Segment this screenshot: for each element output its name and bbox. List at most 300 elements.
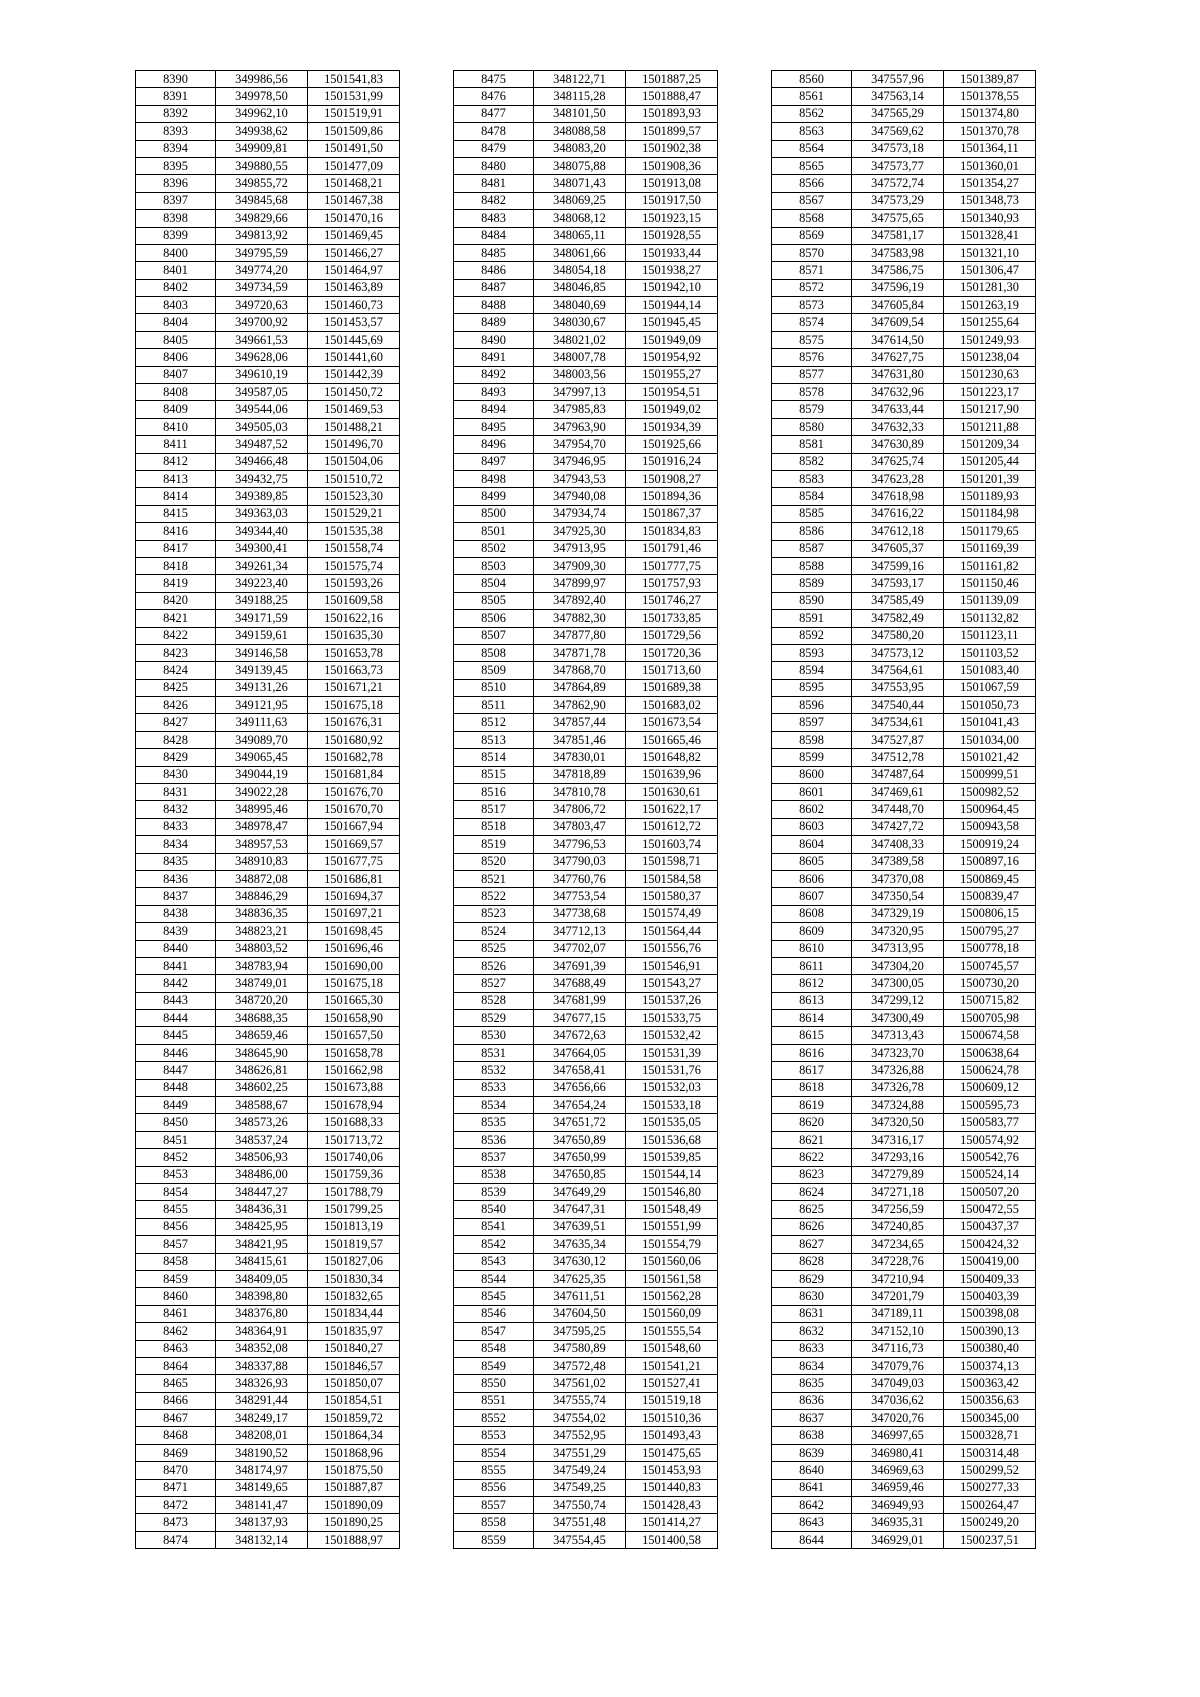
point-number-cell: 8440	[136, 940, 216, 957]
point-number-cell: 8571	[772, 262, 852, 279]
y-coordinate-cell: 1501467,38	[308, 192, 400, 209]
table-row	[136, 436, 400, 453]
x-coordinate-cell: 347650,89	[534, 1131, 626, 1148]
y-coordinate-cell: 1501867,37	[626, 505, 718, 522]
y-coordinate-cell: 1500964,45	[944, 801, 1036, 818]
x-coordinate-cell: 346997,65	[852, 1427, 944, 1444]
point-number-cell: 8498	[454, 470, 534, 487]
x-coordinate-cell: 348061,66	[534, 244, 626, 261]
point-number-cell: 8599	[772, 749, 852, 766]
y-coordinate-cell: 1501665,30	[308, 992, 400, 1009]
y-coordinate-cell: 1501846,57	[308, 1357, 400, 1374]
point-number-cell: 8458	[136, 1253, 216, 1270]
point-number-cell: 8590	[772, 592, 852, 609]
x-coordinate-cell: 347573,29	[852, 192, 944, 209]
table-row	[454, 1410, 718, 1427]
point-number-cell: 8633	[772, 1340, 852, 1357]
x-coordinate-cell: 347580,20	[852, 627, 944, 644]
table-row	[136, 766, 400, 783]
point-number-cell: 8591	[772, 610, 852, 627]
table-row	[454, 314, 718, 331]
point-number-cell: 8416	[136, 523, 216, 540]
x-coordinate-cell: 348415,61	[216, 1253, 308, 1270]
table-row	[454, 244, 718, 261]
table-row	[136, 557, 400, 574]
x-coordinate-cell: 347586,75	[852, 262, 944, 279]
point-number-cell: 8439	[136, 923, 216, 940]
table-row	[136, 540, 400, 557]
point-number-cell: 8515	[454, 766, 534, 783]
y-coordinate-cell: 1500730,20	[944, 975, 1036, 992]
point-number-cell: 8474	[136, 1531, 216, 1548]
y-coordinate-cell: 1501868,96	[308, 1444, 400, 1461]
table-row	[454, 1375, 718, 1392]
y-coordinate-cell: 1501564,44	[626, 923, 718, 940]
x-coordinate-cell: 347049,03	[852, 1375, 944, 1392]
x-coordinate-cell: 347561,02	[534, 1375, 626, 1392]
point-number-cell: 8631	[772, 1305, 852, 1322]
table-row	[454, 1270, 718, 1287]
y-coordinate-cell: 1501934,39	[626, 418, 718, 435]
point-number-cell: 8528	[454, 992, 534, 1009]
table-row	[454, 731, 718, 748]
table-row	[136, 123, 400, 140]
x-coordinate-cell: 347871,78	[534, 644, 626, 661]
point-number-cell: 8628	[772, 1253, 852, 1270]
y-coordinate-cell: 1501132,82	[944, 610, 1036, 627]
y-coordinate-cell: 1500624,78	[944, 1062, 1036, 1079]
point-number-cell: 8639	[772, 1444, 852, 1461]
point-number-cell: 8471	[136, 1479, 216, 1496]
point-number-cell: 8400	[136, 244, 216, 261]
table-row	[772, 697, 1036, 714]
x-coordinate-cell: 347806,72	[534, 801, 626, 818]
point-number-cell: 8398	[136, 210, 216, 227]
point-number-cell: 8535	[454, 1114, 534, 1131]
table-row	[454, 1097, 718, 1114]
point-number-cell: 8561	[772, 88, 852, 105]
x-coordinate-cell: 349661,53	[216, 331, 308, 348]
y-coordinate-cell: 1501255,64	[944, 314, 1036, 331]
y-coordinate-cell: 1501562,28	[626, 1288, 718, 1305]
table-row	[136, 870, 400, 887]
coordinate-table-1	[135, 70, 400, 1549]
table-row	[772, 314, 1036, 331]
table-row	[772, 192, 1036, 209]
table-row	[454, 1062, 718, 1079]
point-number-cell: 8556	[454, 1479, 534, 1496]
point-number-cell: 8411	[136, 436, 216, 453]
y-coordinate-cell: 1500897,16	[944, 853, 1036, 870]
y-coordinate-cell: 1501686,81	[308, 870, 400, 887]
x-coordinate-cell: 348249,17	[216, 1410, 308, 1427]
x-coordinate-cell: 348957,53	[216, 836, 308, 853]
table-row	[454, 1497, 718, 1514]
y-coordinate-cell: 1501150,46	[944, 575, 1036, 592]
x-coordinate-cell: 347803,47	[534, 818, 626, 835]
y-coordinate-cell: 1501445,69	[308, 331, 400, 348]
y-coordinate-cell: 1501667,94	[308, 818, 400, 835]
point-number-cell: 8493	[454, 384, 534, 401]
table-row	[136, 644, 400, 661]
x-coordinate-cell: 347240,85	[852, 1218, 944, 1235]
point-number-cell: 8636	[772, 1392, 852, 1409]
point-number-cell: 8426	[136, 697, 216, 714]
table-row	[136, 662, 400, 679]
x-coordinate-cell: 348506,93	[216, 1149, 308, 1166]
y-coordinate-cell: 1501593,26	[308, 575, 400, 592]
x-coordinate-cell: 347864,89	[534, 679, 626, 696]
x-coordinate-cell: 347616,22	[852, 505, 944, 522]
x-coordinate-cell: 347625,35	[534, 1270, 626, 1287]
table-row	[772, 470, 1036, 487]
y-coordinate-cell: 1500390,13	[944, 1323, 1036, 1340]
x-coordinate-cell: 349159,61	[216, 627, 308, 644]
table-row	[772, 714, 1036, 731]
table-row	[454, 1027, 718, 1044]
table-row	[454, 592, 718, 609]
y-coordinate-cell: 1500437,37	[944, 1218, 1036, 1235]
x-coordinate-cell: 347605,37	[852, 540, 944, 557]
table-row	[454, 1462, 718, 1479]
x-coordinate-cell: 348046,85	[534, 279, 626, 296]
y-coordinate-cell: 1500715,82	[944, 992, 1036, 1009]
table-row	[454, 714, 718, 731]
x-coordinate-cell: 349223,40	[216, 575, 308, 592]
y-coordinate-cell: 1501677,75	[308, 853, 400, 870]
x-coordinate-cell: 349544,06	[216, 401, 308, 418]
table-row	[454, 1184, 718, 1201]
y-coordinate-cell: 1501678,94	[308, 1097, 400, 1114]
x-coordinate-cell: 347899,97	[534, 575, 626, 592]
table-row	[772, 1166, 1036, 1183]
point-number-cell: 8534	[454, 1097, 534, 1114]
x-coordinate-cell: 347818,89	[534, 766, 626, 783]
x-coordinate-cell: 347605,84	[852, 297, 944, 314]
y-coordinate-cell: 1501945,45	[626, 314, 718, 331]
x-coordinate-cell: 347688,49	[534, 975, 626, 992]
table-row	[772, 557, 1036, 574]
point-number-cell: 8408	[136, 384, 216, 401]
table-row	[772, 1236, 1036, 1253]
point-number-cell: 8391	[136, 88, 216, 105]
x-coordinate-cell: 347585,49	[852, 592, 944, 609]
x-coordinate-cell: 349986,56	[216, 71, 308, 88]
point-number-cell: 8490	[454, 331, 534, 348]
y-coordinate-cell: 1501688,33	[308, 1114, 400, 1131]
point-number-cell: 8413	[136, 470, 216, 487]
y-coordinate-cell: 1501835,97	[308, 1323, 400, 1340]
y-coordinate-cell: 1501698,45	[308, 923, 400, 940]
y-coordinate-cell: 1501470,16	[308, 210, 400, 227]
point-number-cell: 8580	[772, 418, 852, 435]
y-coordinate-cell: 1501475,65	[626, 1444, 718, 1461]
y-coordinate-cell: 1501249,93	[944, 331, 1036, 348]
table-row	[136, 1357, 400, 1374]
table-row	[136, 1079, 400, 1096]
y-coordinate-cell: 1501671,21	[308, 679, 400, 696]
point-number-cell: 8401	[136, 262, 216, 279]
y-coordinate-cell: 1501532,42	[626, 1027, 718, 1044]
y-coordinate-cell: 1501827,06	[308, 1253, 400, 1270]
table-row	[772, 1201, 1036, 1218]
table-row	[136, 1114, 400, 1131]
point-number-cell: 8504	[454, 575, 534, 592]
point-number-cell: 8576	[772, 349, 852, 366]
x-coordinate-cell: 349720,63	[216, 297, 308, 314]
y-coordinate-cell: 1501161,82	[944, 557, 1036, 574]
x-coordinate-cell: 347512,78	[852, 749, 944, 766]
x-coordinate-cell: 349628,06	[216, 349, 308, 366]
table-row	[772, 836, 1036, 853]
x-coordinate-cell: 347279,89	[852, 1166, 944, 1183]
y-coordinate-cell: 1501442,39	[308, 366, 400, 383]
y-coordinate-cell: 1501469,45	[308, 227, 400, 244]
x-coordinate-cell: 348068,12	[534, 210, 626, 227]
table-row	[136, 1305, 400, 1322]
x-coordinate-cell: 348872,08	[216, 870, 308, 887]
table-row	[454, 627, 718, 644]
table-row	[772, 1097, 1036, 1114]
point-number-cell: 8613	[772, 992, 852, 1009]
point-number-cell: 8600	[772, 766, 852, 783]
y-coordinate-cell: 1501491,50	[308, 140, 400, 157]
point-number-cell: 8541	[454, 1218, 534, 1235]
y-coordinate-cell: 1501328,41	[944, 227, 1036, 244]
y-coordinate-cell: 1501949,02	[626, 401, 718, 418]
table-row	[772, 992, 1036, 1009]
x-coordinate-cell: 347664,05	[534, 1044, 626, 1061]
point-number-cell: 8603	[772, 818, 852, 835]
x-coordinate-cell: 347448,70	[852, 801, 944, 818]
x-coordinate-cell: 348749,01	[216, 975, 308, 992]
y-coordinate-cell: 1501757,93	[626, 575, 718, 592]
point-number-cell: 8501	[454, 523, 534, 540]
point-number-cell: 8482	[454, 192, 534, 209]
y-coordinate-cell: 1501675,18	[308, 975, 400, 992]
point-number-cell: 8519	[454, 836, 534, 853]
x-coordinate-cell: 347656,66	[534, 1079, 626, 1096]
x-coordinate-cell: 347427,72	[852, 818, 944, 835]
table-row	[454, 418, 718, 435]
table-row	[136, 1375, 400, 1392]
y-coordinate-cell: 1501560,09	[626, 1305, 718, 1322]
point-number-cell: 8441	[136, 957, 216, 974]
y-coordinate-cell: 1501531,99	[308, 88, 400, 105]
point-number-cell: 8607	[772, 888, 852, 905]
x-coordinate-cell: 347604,50	[534, 1305, 626, 1322]
point-number-cell: 8594	[772, 662, 852, 679]
point-number-cell: 8427	[136, 714, 216, 731]
x-coordinate-cell: 347079,76	[852, 1357, 944, 1374]
table-row	[454, 157, 718, 174]
table-row	[136, 836, 400, 853]
point-number-cell: 8522	[454, 888, 534, 905]
y-coordinate-cell: 1501729,56	[626, 627, 718, 644]
y-coordinate-cell: 1501561,58	[626, 1270, 718, 1287]
x-coordinate-cell: 348421,95	[216, 1236, 308, 1253]
point-number-cell: 8433	[136, 818, 216, 835]
y-coordinate-cell: 1501657,50	[308, 1027, 400, 1044]
x-coordinate-cell: 348447,27	[216, 1184, 308, 1201]
table-row	[136, 140, 400, 157]
y-coordinate-cell: 1501908,36	[626, 157, 718, 174]
table-row	[772, 227, 1036, 244]
y-coordinate-cell: 1501925,66	[626, 436, 718, 453]
point-number-cell: 8417	[136, 540, 216, 557]
y-coordinate-cell: 1501555,54	[626, 1323, 718, 1340]
point-number-cell: 8492	[454, 366, 534, 383]
x-coordinate-cell: 349962,10	[216, 105, 308, 122]
x-coordinate-cell: 349363,03	[216, 505, 308, 522]
y-coordinate-cell: 1501021,42	[944, 749, 1036, 766]
point-number-cell: 8394	[136, 140, 216, 157]
table-row	[136, 1097, 400, 1114]
table-row	[454, 1305, 718, 1322]
y-coordinate-cell: 1501635,30	[308, 627, 400, 644]
coordinate-table-3	[771, 70, 1036, 1549]
y-coordinate-cell: 1501694,37	[308, 888, 400, 905]
x-coordinate-cell: 347681,99	[534, 992, 626, 1009]
y-coordinate-cell: 1501548,49	[626, 1201, 718, 1218]
x-coordinate-cell: 347612,18	[852, 523, 944, 540]
y-coordinate-cell: 1501942,10	[626, 279, 718, 296]
x-coordinate-cell: 349845,68	[216, 192, 308, 209]
y-coordinate-cell: 1501799,25	[308, 1201, 400, 1218]
point-number-cell: 8527	[454, 975, 534, 992]
x-coordinate-cell: 347614,50	[852, 331, 944, 348]
y-coordinate-cell: 1501041,43	[944, 714, 1036, 731]
point-number-cell: 8630	[772, 1288, 852, 1305]
y-coordinate-cell: 1501658,90	[308, 1010, 400, 1027]
table-row	[136, 1479, 400, 1496]
y-coordinate-cell: 1500419,00	[944, 1253, 1036, 1270]
y-coordinate-cell: 1501630,61	[626, 784, 718, 801]
table-row	[136, 1201, 400, 1218]
y-coordinate-cell: 1501414,27	[626, 1514, 718, 1531]
table-row	[772, 1340, 1036, 1357]
y-coordinate-cell: 1501682,78	[308, 749, 400, 766]
table-row	[772, 610, 1036, 627]
y-coordinate-cell: 1501669,57	[308, 836, 400, 853]
point-number-cell: 8415	[136, 505, 216, 522]
table-row	[136, 1444, 400, 1461]
y-coordinate-cell: 1501364,11	[944, 140, 1036, 157]
point-number-cell: 8557	[454, 1497, 534, 1514]
table-row	[772, 157, 1036, 174]
point-number-cell: 8442	[136, 975, 216, 992]
point-number-cell: 8589	[772, 575, 852, 592]
table-row	[136, 453, 400, 470]
x-coordinate-cell: 347654,24	[534, 1097, 626, 1114]
y-coordinate-cell: 1501519,18	[626, 1392, 718, 1409]
y-coordinate-cell: 1500705,98	[944, 1010, 1036, 1027]
table-row	[136, 210, 400, 227]
y-coordinate-cell: 1501648,82	[626, 749, 718, 766]
coordinate-table-2	[453, 70, 718, 1549]
x-coordinate-cell: 347234,65	[852, 1236, 944, 1253]
x-coordinate-cell: 348065,11	[534, 227, 626, 244]
y-coordinate-cell: 1501211,88	[944, 418, 1036, 435]
table-row	[136, 192, 400, 209]
point-number-cell: 8395	[136, 157, 216, 174]
point-number-cell: 8554	[454, 1444, 534, 1461]
x-coordinate-cell: 348659,46	[216, 1027, 308, 1044]
table-row	[454, 1427, 718, 1444]
point-number-cell: 8536	[454, 1131, 534, 1148]
x-coordinate-cell: 348208,01	[216, 1427, 308, 1444]
x-coordinate-cell: 347553,95	[852, 679, 944, 696]
x-coordinate-cell: 348141,47	[216, 1497, 308, 1514]
y-coordinate-cell: 1500999,51	[944, 766, 1036, 783]
x-coordinate-cell: 349505,03	[216, 418, 308, 435]
x-coordinate-cell: 349978,50	[216, 88, 308, 105]
point-number-cell: 8463	[136, 1340, 216, 1357]
x-coordinate-cell: 347649,29	[534, 1184, 626, 1201]
table-row	[136, 418, 400, 435]
x-coordinate-cell: 347796,53	[534, 836, 626, 853]
y-coordinate-cell: 1501201,39	[944, 470, 1036, 487]
x-coordinate-cell: 347370,08	[852, 870, 944, 887]
y-coordinate-cell: 1501689,38	[626, 679, 718, 696]
table-row	[772, 88, 1036, 105]
x-coordinate-cell: 348054,18	[534, 262, 626, 279]
x-coordinate-cell: 347830,01	[534, 749, 626, 766]
x-coordinate-cell: 349466,48	[216, 453, 308, 470]
table-row	[454, 436, 718, 453]
point-number-cell: 8444	[136, 1010, 216, 1027]
x-coordinate-cell: 347534,61	[852, 714, 944, 731]
table-row	[772, 1392, 1036, 1409]
table-row	[772, 1218, 1036, 1235]
x-coordinate-cell: 347320,95	[852, 923, 944, 940]
x-coordinate-cell: 347408,33	[852, 836, 944, 853]
table-row	[454, 1131, 718, 1148]
table-row	[454, 557, 718, 574]
point-number-cell: 8485	[454, 244, 534, 261]
table-row	[136, 1184, 400, 1201]
x-coordinate-cell: 348088,58	[534, 123, 626, 140]
x-coordinate-cell: 349813,92	[216, 227, 308, 244]
y-coordinate-cell: 1501533,18	[626, 1097, 718, 1114]
y-coordinate-cell: 1500638,64	[944, 1044, 1036, 1061]
x-coordinate-cell: 347572,74	[852, 175, 944, 192]
point-number-cell: 8625	[772, 1201, 852, 1218]
x-coordinate-cell: 348783,94	[216, 957, 308, 974]
point-number-cell: 8614	[772, 1010, 852, 1027]
y-coordinate-cell: 1501894,36	[626, 488, 718, 505]
table-row	[136, 105, 400, 122]
point-number-cell: 8593	[772, 644, 852, 661]
y-coordinate-cell: 1501777,75	[626, 557, 718, 574]
y-coordinate-cell: 1501854,51	[308, 1392, 400, 1409]
table-row	[136, 88, 400, 105]
y-coordinate-cell: 1501653,78	[308, 644, 400, 661]
point-number-cell: 8429	[136, 749, 216, 766]
point-number-cell: 8552	[454, 1410, 534, 1427]
table-row	[136, 801, 400, 818]
table-row	[454, 331, 718, 348]
y-coordinate-cell: 1501535,38	[308, 523, 400, 540]
table-row	[136, 279, 400, 296]
x-coordinate-cell: 348040,69	[534, 297, 626, 314]
point-number-cell: 8540	[454, 1201, 534, 1218]
x-coordinate-cell: 347618,98	[852, 488, 944, 505]
point-number-cell: 8634	[772, 1357, 852, 1374]
table-row	[136, 523, 400, 540]
point-number-cell: 8558	[454, 1514, 534, 1531]
point-number-cell: 8560	[772, 71, 852, 88]
